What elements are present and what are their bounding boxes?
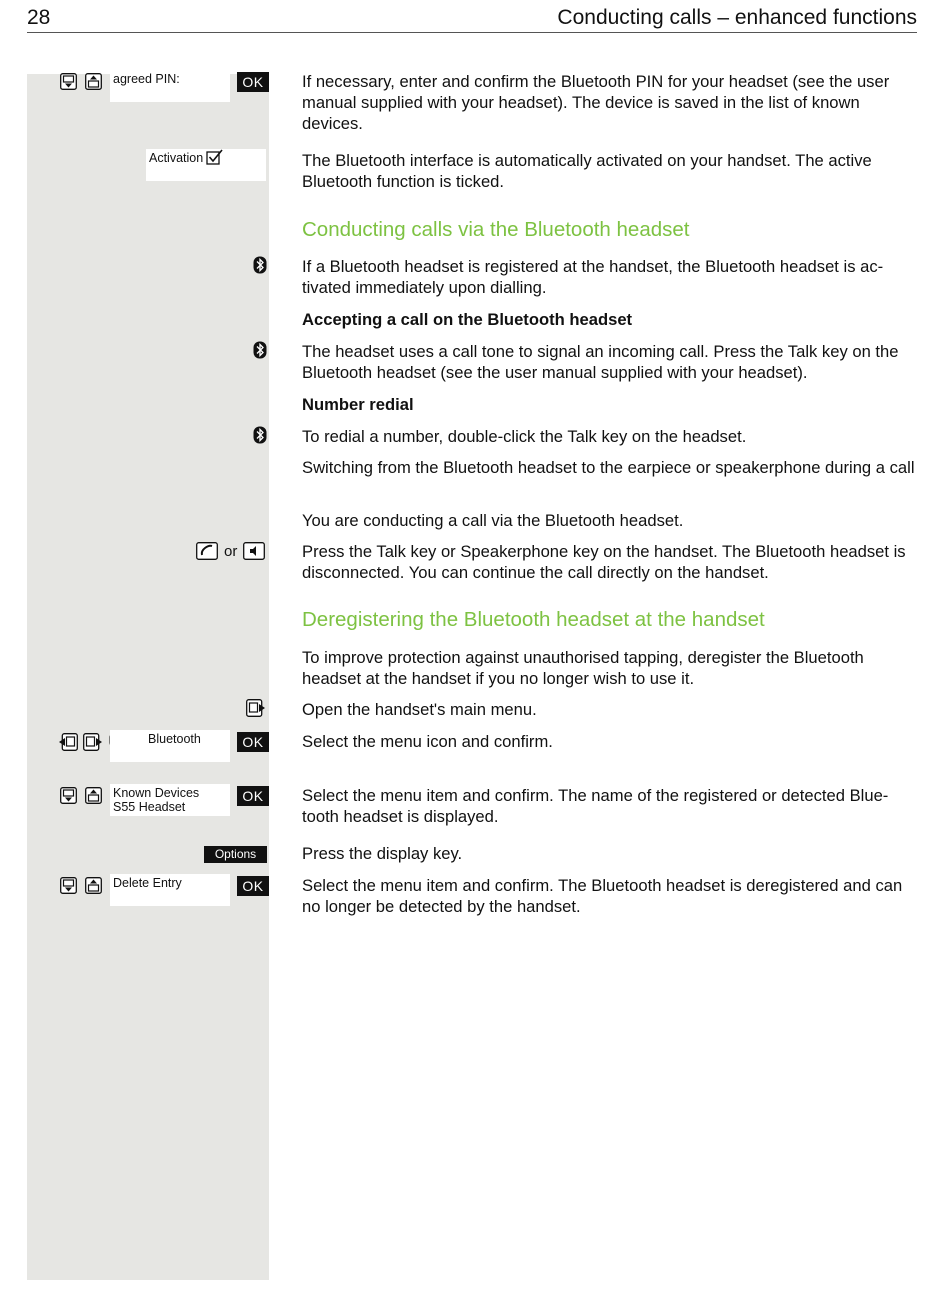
nav-up-icon: [85, 877, 102, 894]
nav-up-icon: [85, 787, 102, 804]
nav-up-icon: [85, 73, 102, 90]
step-talk-text: Press the Talk key or Speakerphone key on the handset. The Bluetooth headset is disconnected. You can continue the call directly on the handset.: [302, 542, 906, 583]
ok-key-known-devices[interactable]: OK: [237, 786, 269, 806]
display-bluetooth: [110, 730, 230, 762]
display-label: agreed PIN:: [113, 72, 180, 86]
display-line-2: S55 Headset: [113, 800, 186, 814]
header-rule: [27, 32, 917, 33]
nav-down-icon: [60, 73, 77, 90]
nav-right-icon: [83, 733, 103, 751]
subheading-accept: Accepting a call on the Bluetooth headset: [302, 310, 633, 329]
switch-intro: You are conducting a call via the Bluetooth headset.: [302, 511, 684, 530]
display-delete-entry: [110, 874, 230, 906]
nav-left-icon: [58, 733, 78, 751]
bluetooth-icon: [253, 341, 267, 359]
bluetooth-icon: [253, 426, 267, 444]
step-known-text: Select the menu item and confirm. The name of the registered or detected Blue-tooth headset is displayed.: [302, 786, 889, 827]
bluetooth-icon: [253, 256, 267, 274]
menu-key-icon: [246, 699, 266, 717]
step-accept-text: The headset uses a call tone to signal an incoming call. Press the Talk key on the Bluetooth headset (see the user manual supplied with your headset).: [302, 342, 899, 383]
page-number: 28: [27, 6, 51, 29]
page-title: Conducting calls – enhanced functions: [557, 6, 917, 29]
ok-key-delete[interactable]: OK: [237, 876, 269, 896]
display-known-devices: [110, 784, 230, 816]
step-dial-text: If a Bluetooth headset is registered at the handset, the Bluetooth headset is ac-tivated immediately upon dialling.: [302, 257, 884, 298]
checkbox-checked-icon: [206, 149, 224, 165]
display-label: Activation: [149, 151, 204, 165]
switch-heading: Switching from the Bluetooth headset to the earpiece or speakerphone during a call: [302, 458, 915, 477]
talk-key-icon: [196, 542, 218, 560]
ok-key-pin[interactable]: OK: [237, 72, 269, 92]
step-delete-text: Select the menu item and confirm. The Bluetooth headset is deregistered and can no longer be detected by the handset.: [302, 876, 903, 917]
display-label: Bluetooth: [148, 732, 201, 746]
nav-down-icon: [60, 787, 77, 804]
margin-column: [27, 74, 269, 1280]
section-heading-calls: Conducting calls via the Bluetooth headset: [302, 218, 690, 241]
subheading-redial: Number redial: [302, 395, 414, 414]
ok-key-bluetooth[interactable]: OK: [237, 732, 269, 752]
display-label: Delete Entry: [113, 876, 182, 890]
step-redial-text: To redial a number, double-click the Talk key on the headset.: [302, 427, 747, 446]
step-options-text: Press the display key.: [302, 844, 463, 863]
options-key[interactable]: Options: [204, 846, 267, 863]
dereg-intro: To improve protection against unauthorised tapping, deregister the Bluetooth headset at the handset if you no longer wish to use it.: [302, 648, 864, 689]
display-line-1: Known Devices: [113, 786, 200, 800]
section-heading-deregister: Deregistering the Bluetooth headset at the handset: [302, 608, 765, 631]
display-agreed-pin: [110, 70, 230, 102]
display-activation: [146, 149, 266, 181]
or-label: or: [224, 543, 238, 560]
step-activation-text: The Bluetooth interface is automatically activated on your handset. The active Bluetooth function is ticked.: [302, 151, 872, 192]
step-bluetooth-text: Select the menu icon and confirm.: [302, 732, 553, 751]
step-menu-text: Open the handset's main menu.: [302, 700, 537, 719]
step-pin-text: If necessary, enter and confirm the Bluetooth PIN for your headset (see the user manual supplied with your headset). The device is saved in the list of known devices.: [302, 72, 890, 134]
nav-down-icon: [60, 877, 77, 894]
speaker-key-icon: [243, 542, 265, 560]
